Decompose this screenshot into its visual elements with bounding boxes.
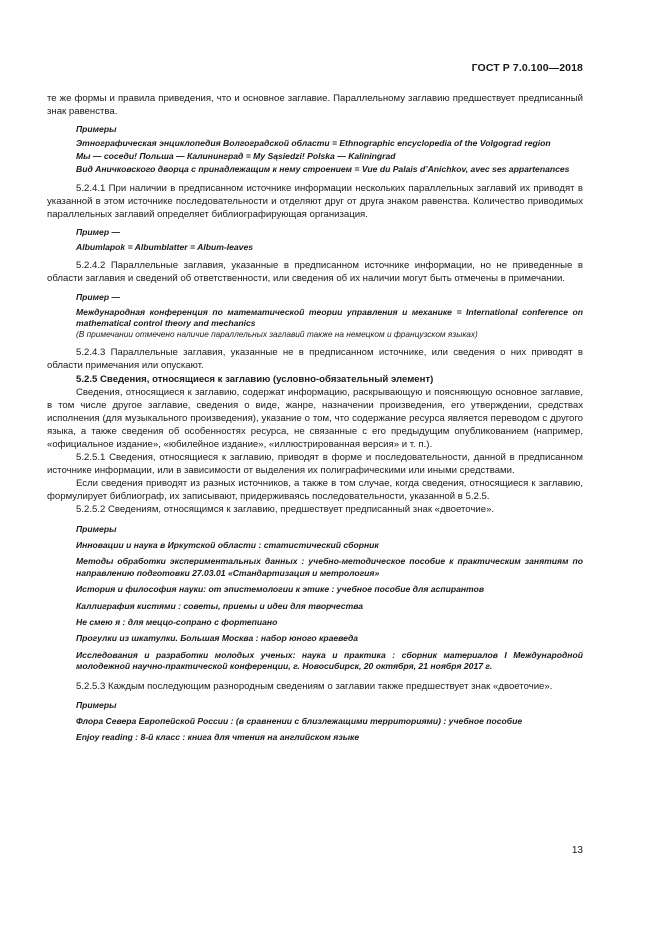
example-item: Каллиграфия кистями : советы, приемы и идеи для творчества xyxy=(76,600,364,611)
example-item: Не смею я : для меццо-сопрано с фортепиано xyxy=(76,616,278,627)
example-item: Enjoy reading : 8-й класс : книга для чтения на английском языке xyxy=(76,731,360,742)
example-item: Международная конференция по математической теории управления и механике = International conference on mathematical control theory and mechanics xyxy=(76,306,583,328)
example-item: Флора Севера Европейской России : (в сравнении с близлежащими территориями) : учебное пособие xyxy=(76,716,523,727)
example-item: История и философия науки: от эпистемологии к этике : учебное пособие для аспирантов xyxy=(76,584,485,595)
examples-heading: Примеры xyxy=(76,523,117,534)
example-item: Albumlapok = Albumblatter = Album-leaves xyxy=(76,241,254,252)
example-item: Исследования и разработки молодых ученых: наука и практика : сборник материалов I Международной молодежной научно-практической конференции, г. Новосибирск, 20 октября, 21 ноября 2017 г. xyxy=(76,649,583,672)
examples-heading: Примеры xyxy=(76,124,117,135)
example-note: (В примечании отмечено наличие параллельных заглавий также на немецком и французском языках) xyxy=(76,329,478,340)
example-item: Этнографическая энциклопедия Волгоградской области = Ethnographic encyclopedia of the Volgograd region xyxy=(76,137,551,148)
paragraph-5-2-4-3: 5.2.4.3 Параллельные заглавия, указанные не в предписанном источнике, или сведения о них приводят в области примечания или опускают. xyxy=(47,347,583,372)
example-item: Вид Аничковского дворца с принадлежащим к нему строением = Vue du Palais d’Anichkov, avec ses appartenances xyxy=(76,164,570,175)
example-item: Мы — соседи! Польша — Калининград = My Sąsiedzi! Polska — Kaliningrad xyxy=(76,151,396,161)
section-heading-5-2-5: 5.2.5 Сведения, относящиеся к заглавию (условно-обязательный элемент) xyxy=(76,373,434,385)
page-number: 13 xyxy=(571,845,583,856)
paragraph-5-2-5: Сведения, относящиеся к заглавию, содержат информацию, раскрывающую и поясняющую основное заглавие, в том числе другое заглавие, сведения о виде, жанре, назначении произведения, его утверждении, средствах исполнения (для музыкального произведения), указание о том, что содержание ресурса является переводом с другого языка, а также сведения об особенностях ресурса, не связанные с его предыдущим опубликованием (например, «официальное издание», «юбилейное издание», «иллюстрированная версия» и т. п.). xyxy=(47,386,583,450)
examples-heading: Примеры xyxy=(76,699,117,710)
paragraph-5-2-5-1-cont: Если сведения приводят из разных источников, а также в том случае, когда сведения, относящиеся к заглавию, формулирует библиограф, их записывают, придерживаясь последовательности, указанной в 5.2.5. xyxy=(47,478,583,503)
paragraph-5-2-5-1: 5.2.5.1 Сведения, относящиеся к заглавию, приводят в форме и последовательности, данной в предписанном источнике информации, или в зависимости от выделения их полиграфическими или иными средствами. xyxy=(47,452,583,477)
paragraph-5-2-5-2: 5.2.5.2 Сведениям, относящимся к заглавию, предшествует предписанный знак «двоеточие». xyxy=(76,504,495,516)
paragraph-5-2-4-2: 5.2.4.2 Параллельные заглавия, указанные в предписанном источнике информации, но не приведенные в области заглавия и сведений об ответственности, или сведения об их наличии могут быть отмечены в примечании. xyxy=(47,259,583,284)
example-item: Методы обработки экспериментальных данных : учебно-методическое пособие к практическим занятиям по направлению подготовки 27.03.01 «Стандартизация и метрология» xyxy=(76,556,583,578)
example-item: Прогулки из шкатулки. Большая Москва : набор юного краеведа xyxy=(76,633,359,644)
example-heading: Пример — xyxy=(76,292,121,303)
paragraph-5-2-4-1: 5.2.4.1 При наличии в предписанном источнике информации нескольких параллельных заглавий их приводят в указанной в этом источнике последовательности и отделяют друг от друга знаком равенства. Количество приводимых параллельных заглавий определяет библиографирующая организация. xyxy=(47,182,583,220)
paragraph-5-2-5-3: 5.2.5.3 Каждым последующим разнородным сведениям о заглавии также предшествует знак «двоеточие». xyxy=(76,680,553,692)
example-item: Инновации и наука в Иркутской области : статистический сборник xyxy=(76,539,379,550)
example-heading: Пример — xyxy=(76,227,121,238)
paragraph: те же формы и правила приведения, что и основное заглавие. Параллельному заглавию предшествует предписанный знак равенства. xyxy=(47,93,583,118)
standard-header: ГОСТ Р 7.0.100—2018 xyxy=(471,62,583,74)
page-content xyxy=(47,92,583,743)
